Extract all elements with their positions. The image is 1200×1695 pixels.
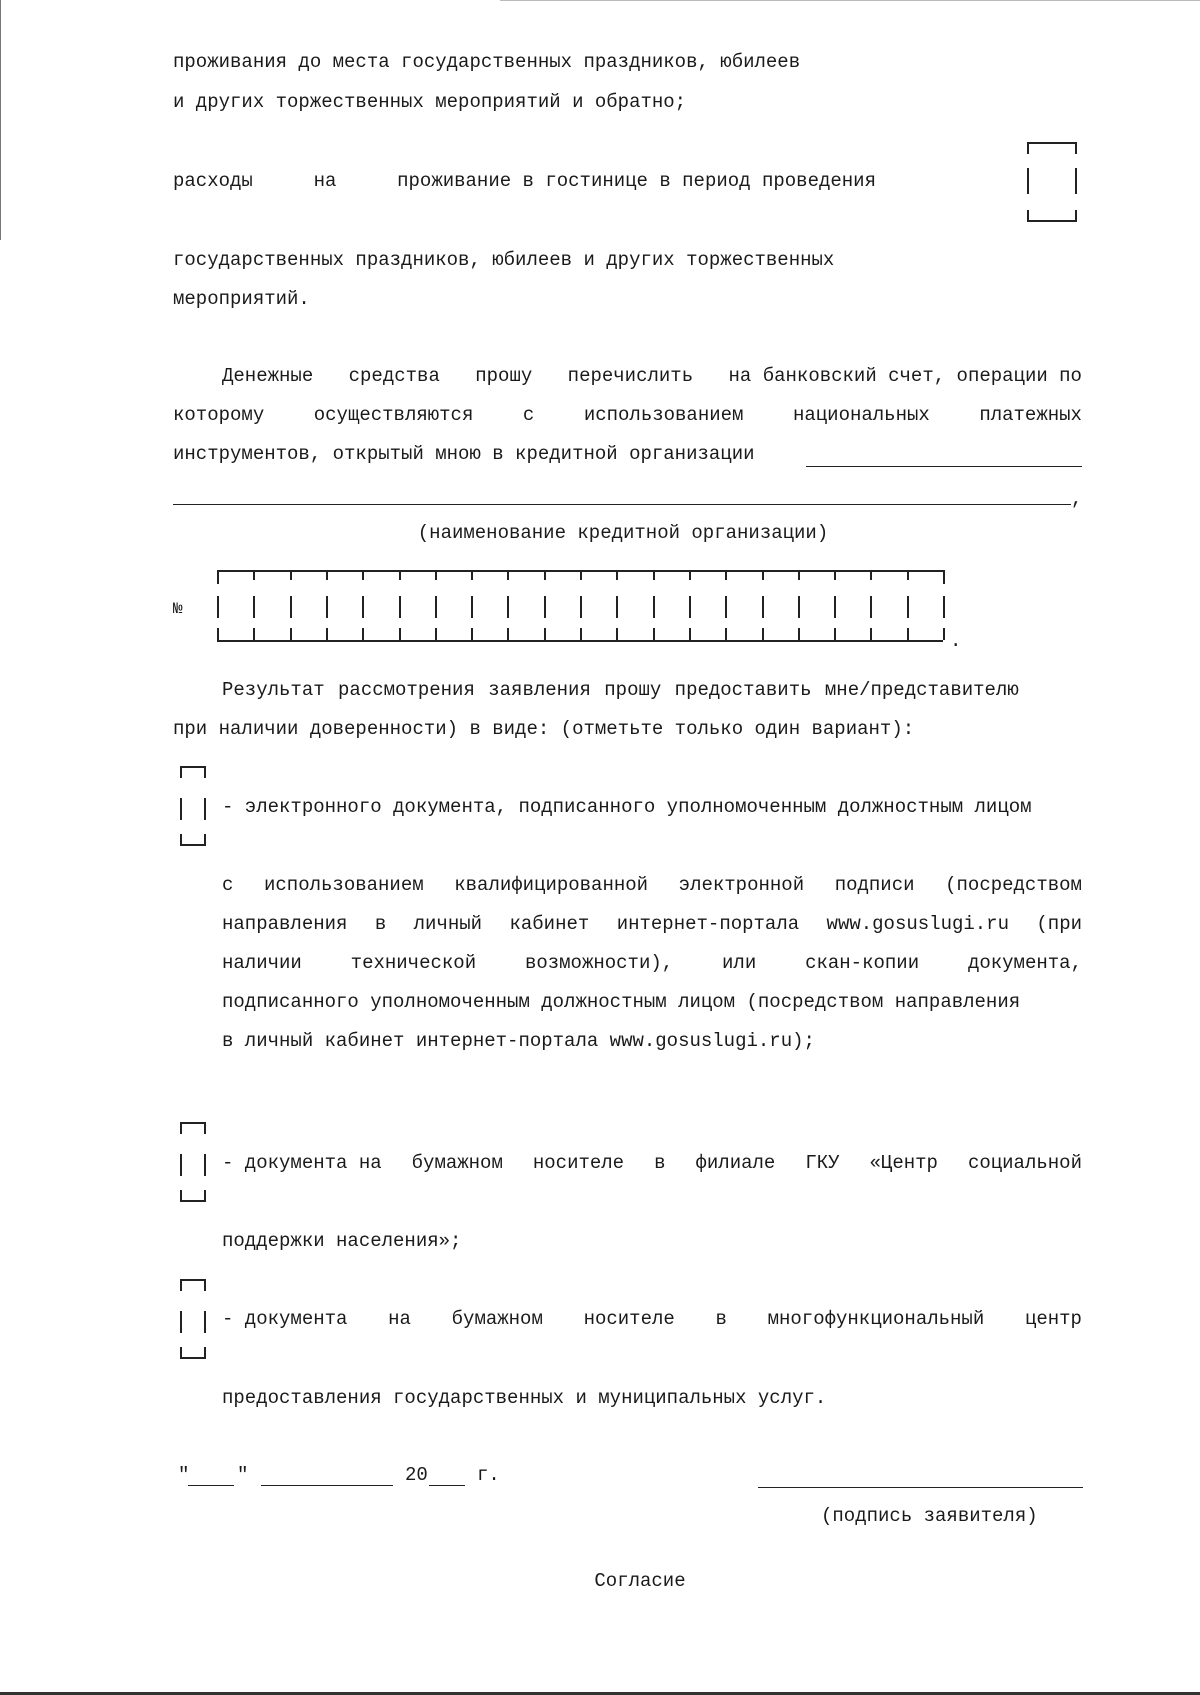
checkbox-electronic-document[interactable] [180, 766, 208, 846]
text-line: при наличии доверенности) в виде: (отметьте только один вариант): [173, 718, 915, 740]
word: с [522, 404, 535, 426]
text-line: инструментов, открытый мною в кредитной организации [173, 443, 755, 465]
bank-name-blank-1[interactable] [806, 466, 1082, 467]
account-cell-divider [399, 596, 401, 618]
word: направления [222, 913, 348, 935]
word: национальных [792, 404, 930, 426]
word: бумажном [411, 1152, 503, 1174]
text-line: государственных праздников, юбилеев и других торжественных [173, 249, 835, 271]
word: (при [1036, 913, 1082, 935]
word: ГКУ [805, 1152, 840, 1174]
justified-line [222, 913, 1082, 935]
account-cell-divider [580, 596, 582, 618]
account-cell-divider [725, 596, 727, 618]
word: www.gosuslugi.ru [826, 913, 1009, 935]
signature-blank[interactable] [758, 1487, 1083, 1488]
account-cell-divider [689, 596, 691, 618]
word: расходы [173, 170, 253, 192]
word: которому [173, 404, 265, 426]
account-cell-divider-top [217, 570, 219, 584]
word: в [654, 1152, 666, 1174]
checkbox-paper-branch[interactable] [180, 1122, 208, 1202]
signature-caption: (подпись заявителя) [821, 1505, 1038, 1527]
account-cell-divider-bottom [290, 628, 292, 640]
justified-line [222, 952, 1082, 974]
account-cell-divider-top [507, 570, 509, 580]
account-cell-divider [471, 596, 473, 618]
account-cell-divider-bottom [616, 628, 618, 640]
account-cell-divider-bottom [907, 628, 909, 640]
word: средства [348, 365, 440, 387]
consent-title: Согласие [594, 1570, 686, 1592]
word: с [222, 874, 234, 896]
text-line: подписанного уполномоченным должностным лицом (посредством направления [222, 991, 1021, 1013]
word: наличии [222, 952, 302, 974]
account-cell-divider-bottom [399, 628, 401, 640]
account-cell-divider [798, 596, 800, 618]
account-cell-divider [253, 596, 255, 618]
checkbox-accommodation-expenses[interactable] [1027, 142, 1077, 222]
word: центр [1024, 1308, 1082, 1330]
scan-edge-top [500, 0, 1200, 1]
account-cell-divider [653, 596, 655, 618]
word: - документа на [222, 1152, 382, 1174]
account-cell-divider-top [253, 570, 255, 580]
word: бумажном [451, 1308, 543, 1330]
word: интернет-портала [616, 913, 800, 935]
account-cell-divider-bottom [798, 628, 800, 640]
account-cell-divider [435, 596, 437, 618]
word: филиале [695, 1152, 776, 1174]
word: на [388, 1308, 411, 1330]
word: использованием [583, 404, 744, 426]
date-year-prefix: 20 [405, 1464, 428, 1486]
date-day-blank[interactable] [188, 1485, 234, 1486]
justified-line [222, 365, 1082, 387]
word: осуществляются [313, 404, 474, 426]
word: в [374, 913, 387, 935]
checkbox-paper-mfc[interactable] [180, 1279, 208, 1359]
word: многофункциональный [767, 1308, 985, 1330]
account-cell-divider-top [870, 570, 872, 580]
account-cell-divider [616, 596, 618, 618]
number-sign: № [173, 600, 183, 618]
word: на банковский счет, операции по [728, 365, 1082, 387]
text-line: мероприятий. [173, 288, 310, 310]
account-cell-divider-bottom [943, 628, 945, 640]
account-cell-divider-top [834, 570, 836, 580]
account-cell-divider-top [544, 570, 546, 580]
account-cell-divider-bottom [725, 628, 727, 640]
account-cell-divider-top [943, 570, 945, 584]
account-cell-divider-bottom [217, 628, 219, 640]
account-cell-divider [907, 596, 909, 618]
text-line: Результат рассмотрения заявления прошу предоставить мне/представителю [222, 679, 1019, 701]
account-cell-divider-top [290, 570, 292, 580]
trailing-comma: , [1071, 488, 1083, 510]
account-cell-divider-bottom [580, 628, 582, 640]
word: проживание в гостинице в период проведения [397, 170, 876, 192]
word: технической [350, 952, 477, 974]
account-cell-divider-top [399, 570, 401, 580]
text-line: предоставления государственных и муниципальных услуг. [222, 1387, 827, 1409]
date-month-blank[interactable] [261, 1485, 393, 1486]
account-cell-divider-bottom [471, 628, 473, 640]
word: подписи [834, 874, 915, 896]
account-cell-divider-bottom [362, 628, 364, 640]
word: или [722, 952, 757, 974]
word: «Центр [869, 1152, 938, 1174]
account-cell-divider [290, 596, 292, 618]
justified-line [173, 404, 1082, 426]
account-cell-divider-bottom [689, 628, 691, 640]
justified-line [222, 1152, 1082, 1174]
account-cell-divider-bottom [870, 628, 872, 640]
text-line: в личный кабинет интернет-портала www.gosuslugi.ru); [222, 1030, 815, 1052]
account-cell-divider-top [653, 570, 655, 580]
word: скан-копии [805, 952, 920, 974]
word: (посредством [945, 874, 1082, 896]
date-quote-close: " [237, 1464, 249, 1486]
word: носителе [532, 1152, 625, 1174]
word: прошу [475, 365, 533, 387]
account-cell-divider-bottom [653, 628, 655, 640]
account-cell-divider-top [326, 570, 328, 580]
word: - документа [222, 1308, 348, 1330]
account-cell-divider-bottom [834, 628, 836, 640]
justified-line [222, 874, 1082, 896]
option-electronic-label: - электронного документа, подписанного уполномоченным должностным лицом [222, 796, 1032, 818]
account-cell-divider [870, 596, 872, 618]
scan-edge-left [0, 0, 1, 240]
date-year-blank[interactable] [429, 1485, 465, 1486]
date-year-suffix: г. [477, 1464, 500, 1486]
word: носителе [583, 1308, 675, 1330]
org-caption: (наименование кредитной организации) [417, 522, 829, 544]
account-cell-divider [507, 596, 509, 618]
text-line: и других торжественных мероприятий и обратно; [173, 91, 687, 113]
word: документа, [967, 952, 1082, 974]
account-cell-divider [834, 596, 836, 618]
account-cell-divider [326, 596, 328, 618]
word: использованием [264, 874, 424, 896]
account-cell-divider-top [725, 570, 727, 580]
account-cell-divider-bottom [435, 628, 437, 640]
account-cell-divider-top [435, 570, 437, 580]
date-quote-open: " [178, 1464, 190, 1486]
word: Денежные [222, 365, 314, 387]
account-cell-divider [762, 596, 764, 618]
word: личный [413, 913, 483, 935]
account-cell-divider-top [580, 570, 582, 580]
account-cell-divider-bottom [544, 628, 546, 640]
account-cell-divider-top [907, 570, 909, 580]
word: электронной [678, 874, 805, 896]
word: возможности), [524, 952, 674, 974]
justified-line [222, 1308, 1082, 1330]
word: на [313, 170, 337, 192]
word: в [715, 1308, 727, 1330]
account-cell-divider-bottom [507, 628, 509, 640]
word: социальной [967, 1152, 1082, 1174]
account-cell-divider [544, 596, 546, 618]
account-cell-divider-bottom [326, 628, 328, 640]
account-end-dot: . [950, 630, 962, 652]
account-cell-divider-bottom [253, 628, 255, 640]
account-cell-divider-top [689, 570, 691, 580]
account-cell-divider [217, 596, 219, 618]
word: квалифицированной [454, 874, 649, 896]
word: платежных [979, 404, 1082, 426]
account-cell-divider-bottom [762, 628, 764, 640]
account-cell-divider-top [798, 570, 800, 580]
word: кабинет [509, 913, 590, 935]
account-cell-divider [943, 596, 945, 618]
justified-line [173, 170, 876, 192]
account-cell-divider-top [762, 570, 764, 580]
account-cell-divider [362, 596, 364, 618]
bank-name-blank-2[interactable] [173, 504, 1071, 505]
account-cell-divider-top [616, 570, 618, 580]
word: перечислить [567, 365, 694, 387]
account-cell-divider-top [471, 570, 473, 580]
text-line: поддержки населения»; [222, 1230, 462, 1252]
account-cell-divider-top [362, 570, 364, 580]
text-line: проживания до места государственных праздников, юбилеев [173, 51, 801, 73]
